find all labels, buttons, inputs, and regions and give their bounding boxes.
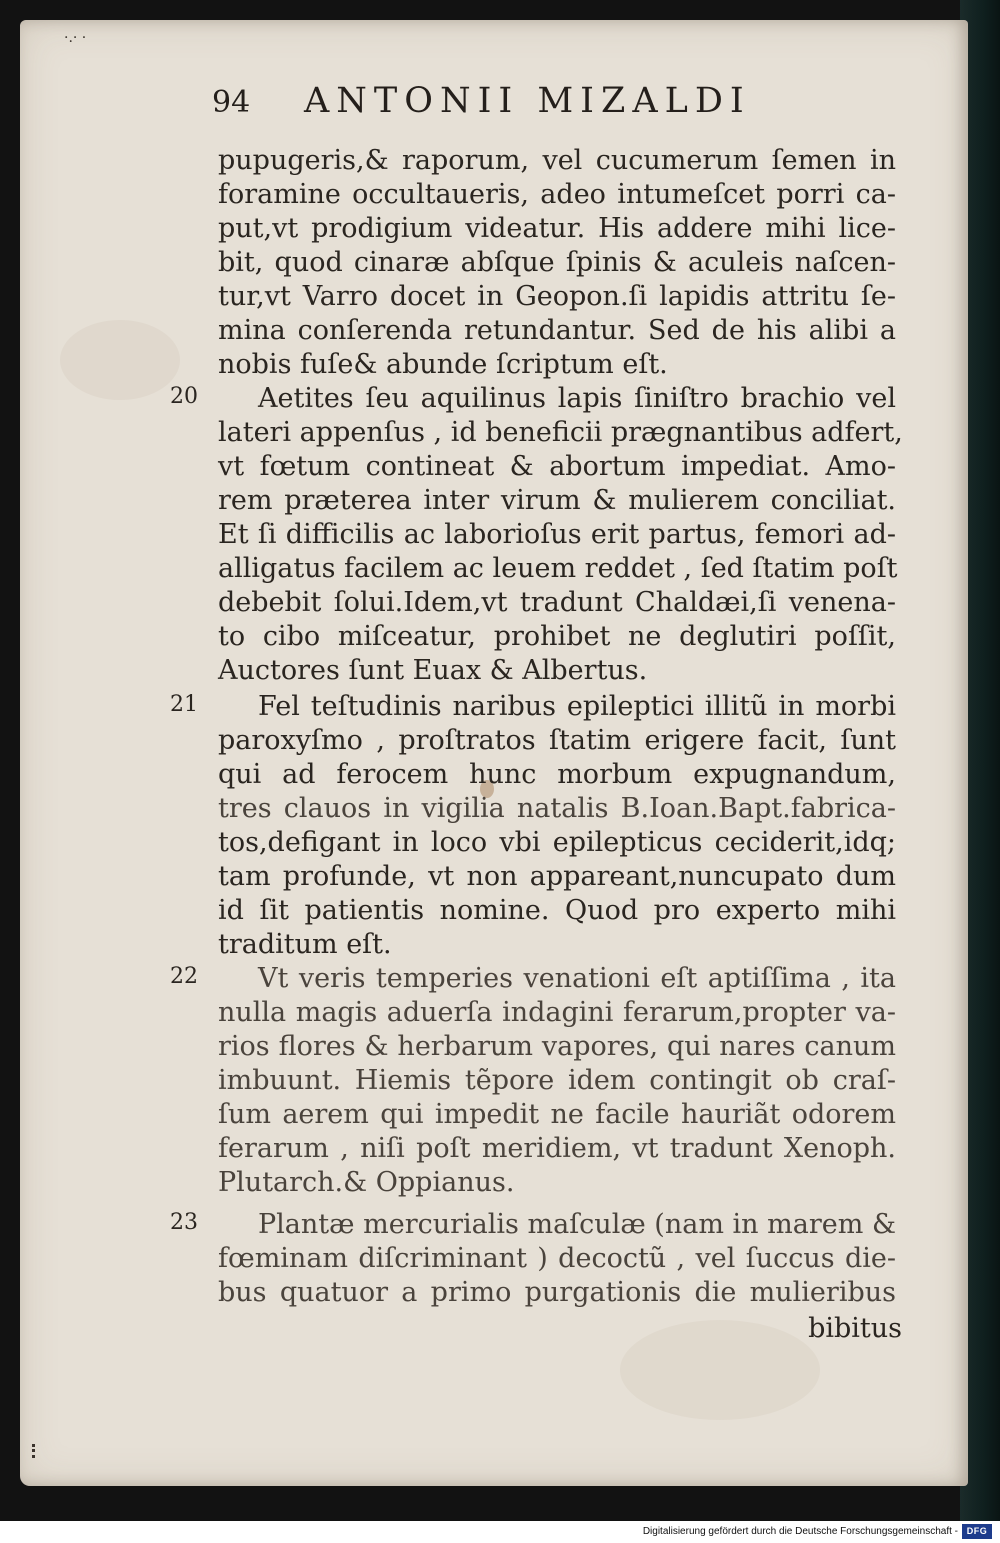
- corner-marks: ·.· ·: [64, 30, 87, 46]
- section-number: 23: [170, 1210, 198, 1235]
- footer-bar: [0, 1521, 1000, 1543]
- text-line: ferarum , niſi poſt meridiem, vt tradunt Xenoph.: [218, 1133, 896, 1164]
- text-line: Plantæ mercurialis maſculæ (nam in marem &: [258, 1209, 896, 1240]
- catchword: bibitus: [808, 1313, 902, 1344]
- text-line: Et ſi difficilis ac laborioſus erit partus, femori ad-: [218, 519, 896, 550]
- text-line: foramine occultaueris, adeo intumeſcet porri ca-: [218, 179, 896, 210]
- section-number: 20: [170, 384, 198, 409]
- text-line: qui ad ferocem hunc morbum expugnandum,: [218, 759, 896, 790]
- text-line: ſum aerem qui impedit ne facile hauriãt odorem: [218, 1099, 896, 1130]
- text-line: bus quatuor a primo purgationis die mulieribus: [218, 1277, 896, 1308]
- text-line: traditum eſt.: [218, 929, 392, 960]
- corner-marks-bottom: [32, 1444, 41, 1458]
- page-text-block: [20, 20, 968, 1486]
- footer-credit: Digitalisierung gefördert durch die Deutsche Forschungsgemeinschaft -: [642, 1526, 958, 1537]
- running-head: [212, 78, 912, 124]
- text-line: pupugeris,& raporum, vel cucumerum ſemen in: [218, 145, 896, 176]
- text-line: lateri appenſus , id beneficii prægnantibus adfert,: [218, 417, 903, 448]
- text-line: Auctores ſunt Euax & Albertus.: [218, 655, 648, 686]
- text-line: imbuunt. Hiemis tẽpore idem contingit ob craſ-: [218, 1065, 896, 1096]
- text-line: nulla magis aduerſa indagini ferarum,propter va-: [218, 997, 896, 1028]
- text-line: tam profunde, vt non appareant,nuncupato dum: [218, 861, 896, 892]
- text-line: fœminam diſcriminant ) decoctũ , vel ſuccus die-: [218, 1243, 896, 1274]
- section-number: 21: [170, 692, 198, 717]
- text-line: mina conſerenda retundantur. Sed de his alibi a: [218, 315, 896, 346]
- text-line: vt fœtum contineat & abortum impediat. Amo-: [218, 451, 896, 482]
- text-line: bit, quod cinaræ abſque ſpinis & aculeis naſcen-: [218, 247, 896, 278]
- dfg-logo[interactable]: DFG: [962, 1524, 992, 1539]
- section-number: 22: [170, 964, 198, 989]
- text-line: to cibo miſceatur, prohibet ne deglutiri poſſit,: [218, 621, 896, 652]
- text-line: paroxyſmo , proſtratos ſtatim erigere facit, ſunt: [218, 725, 896, 756]
- text-line: alligatus facilem ac leuem reddet , ſed ſtatim poſt: [218, 553, 898, 584]
- running-head-title: ANTONII MIZALDI: [304, 81, 751, 121]
- text-line: tur,vt Varro docet in Geopon.ſi lapidis attritu ſe-: [218, 281, 896, 312]
- book-page: [20, 20, 968, 1486]
- text-line: tos,defigant in loco vbi epilepticus ceciderit,idq;: [218, 827, 896, 858]
- text-line: debebit ſolui.Idem,vt tradunt Chaldæi,ſi venena-: [218, 587, 896, 618]
- text-line: nobis fuſe& abunde ſcriptum eſt.: [218, 349, 668, 380]
- text-line: Plutarch.& Oppianus.: [218, 1167, 515, 1198]
- text-line: Vt veris temperies venationi eſt aptiſſima , ita: [258, 963, 896, 994]
- text-line: rem præterea inter virum & mulierem conciliat.: [218, 485, 896, 516]
- text-line: put,vt prodigium videatur. His addere mihi lice-: [218, 213, 896, 244]
- text-line: Aetites ſeu aquilinus lapis ſiniſtro brachio vel: [258, 383, 896, 414]
- text-line: id ſit patientis nomine. Quod pro experto mihi: [218, 895, 896, 926]
- page-number: 94: [212, 85, 251, 120]
- text-line: Fel teſtudinis naribus epileptici illitũ in morbi: [258, 691, 896, 722]
- text-line: rios flores & herbarum vapores, qui nares canum: [218, 1031, 896, 1062]
- text-line: tres clauos in vigilia natalis B.Ioan.Bapt.fabrica-: [218, 793, 896, 824]
